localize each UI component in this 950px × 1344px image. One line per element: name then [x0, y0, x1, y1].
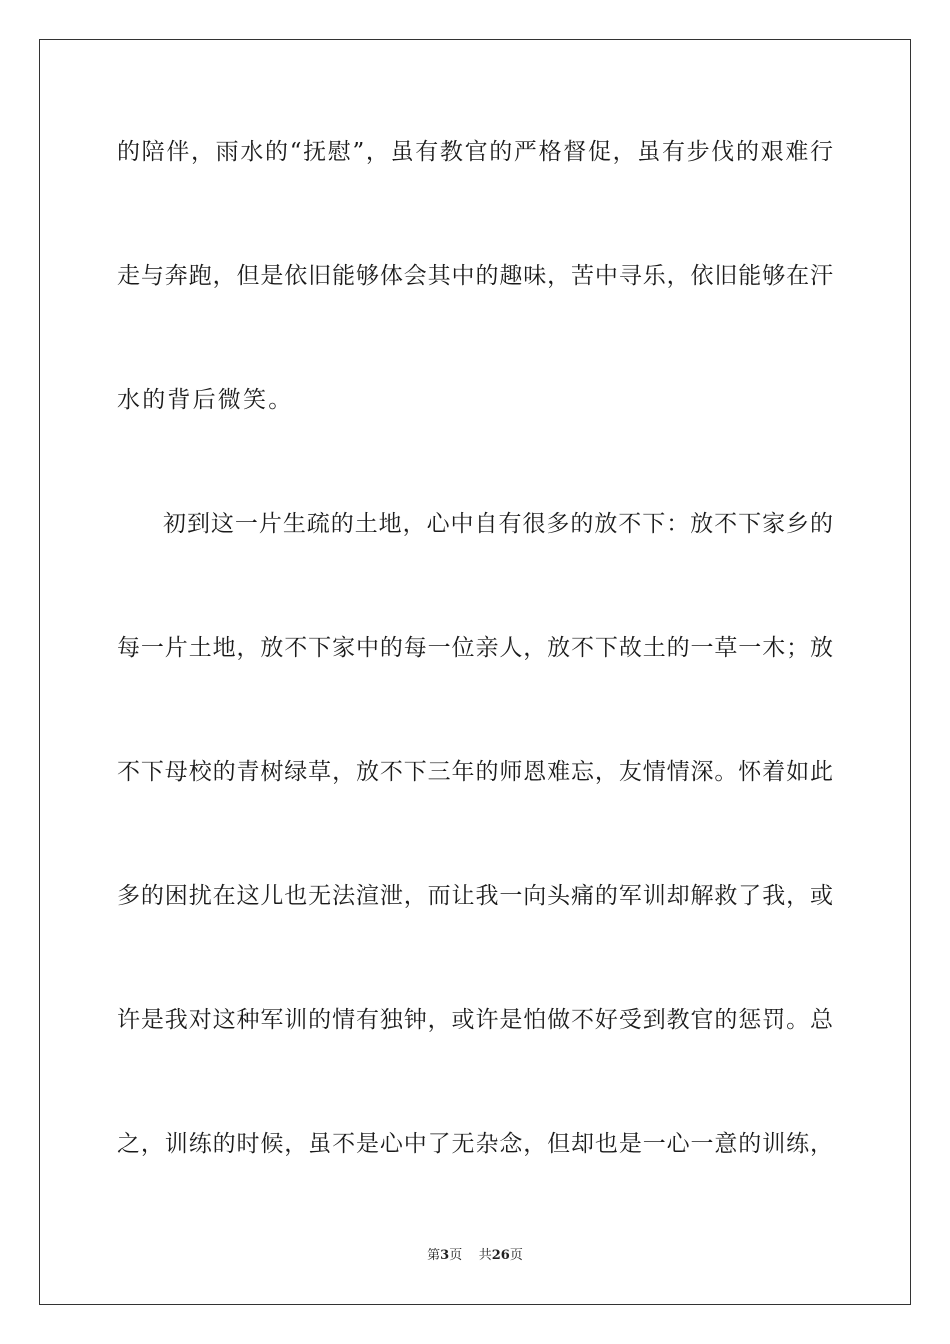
- text-line-8: 许是我对这种军训的情有独钟，或许是怕做不好受到教官的惩罚。总: [117, 1007, 833, 1033]
- page-border: [39, 39, 911, 1305]
- text-line-1: 的陪伴，雨水的“抚慰”，虽有教官的严格督促，虽有步伐的艰难行: [117, 139, 833, 165]
- text-line-3: 水的背后微笑。: [117, 387, 294, 413]
- total-prefix: 共: [478, 1248, 492, 1263]
- total-unit: 页: [509, 1248, 523, 1263]
- text-line-2: 走与奔跑，但是依旧能够体会其中的趣味，苦中寻乐，依旧能够在汗: [117, 263, 833, 289]
- text-line-5: 每一片土地，放不下家中的每一位亲人，放不下故土的一草一木；放: [117, 635, 833, 661]
- page-prefix: 第: [427, 1248, 441, 1263]
- current-page-number: 3: [440, 1248, 450, 1263]
- page-footer: [0, 1247, 950, 1265]
- paragraph-start-line: 初到这一片生疏的土地，心中自有很多的放不下：放不下家乡的: [163, 511, 833, 537]
- total-page-number: 26: [491, 1248, 510, 1263]
- text-line-9: 之，训练的时候，虽不是心中了无杂念，但却也是一心一意的训练，: [117, 1131, 833, 1157]
- page-unit: 页: [449, 1248, 463, 1263]
- text-line-7: 多的困扰在这儿也无法渲泄，而让我一向头痛的军训却解救了我，或: [117, 883, 833, 909]
- text-line-6: 不下母校的青树绿草，放不下三年的师恩难忘，友情情深。怀着如此: [117, 759, 833, 785]
